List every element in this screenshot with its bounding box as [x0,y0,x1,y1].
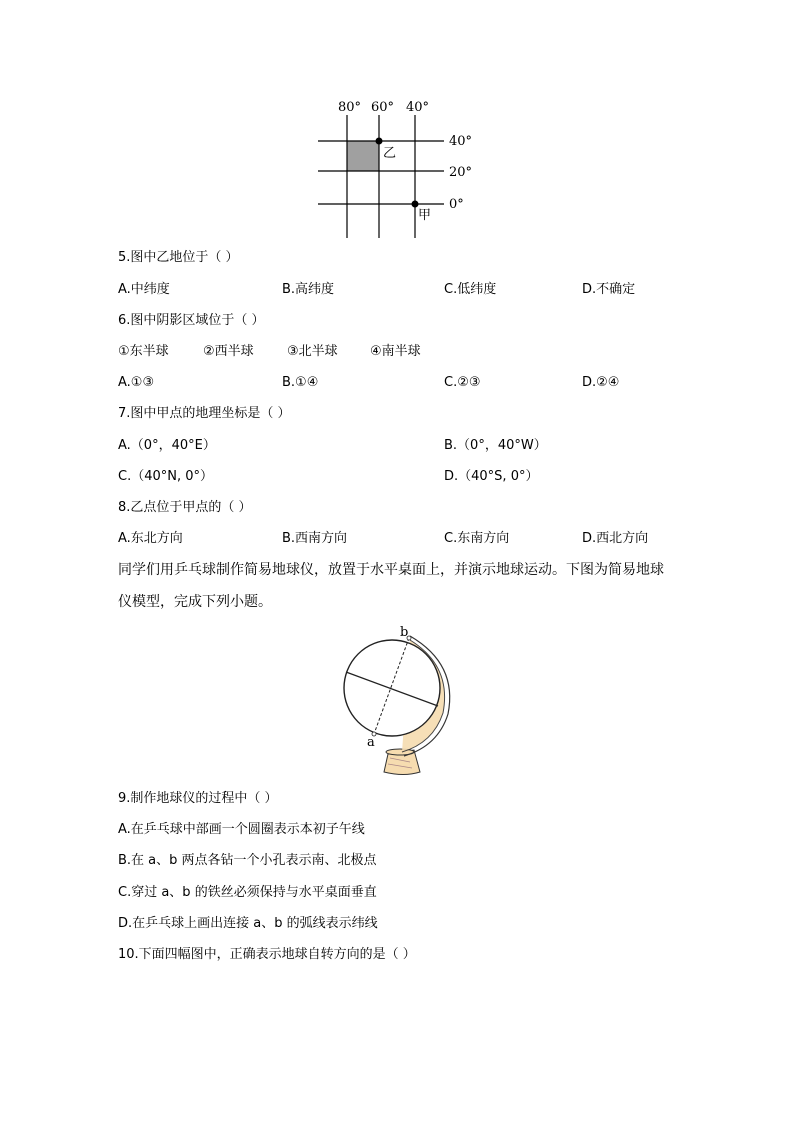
point-jia-dot [412,201,419,208]
q8-stem: 8.乙点位于甲点的（ ） [118,500,252,515]
q6-choice-4: ④南半球 [370,344,421,359]
globe-label-b: b [400,625,409,640]
q7-option-a[interactable]: A.（0°，40°E） [118,438,216,453]
q6-option-c[interactable]: C.②③ [444,375,481,390]
q10-stem: 10.下面四幅图中，正确表示地球自转方向的是（ ） [118,947,416,962]
q9-stem: 9.制作地球仪的过程中（ ） [118,791,278,806]
lon-label-40: 40° [406,100,430,115]
globe-sphere [344,640,440,736]
intro-line-2: 仪模型，完成下列小题。 [118,594,272,610]
lon-label-60: 60° [371,100,395,115]
q9-option-a[interactable]: A.在乒乓球中部画一个圆圈表示本初子午线 [118,822,365,837]
q5-option-b[interactable]: B.高纬度 [282,282,335,297]
intro-line-1: 同学们用乒乓球制作简易地球仪，放置于水平桌面上，并演示地球运动。下图为简易地球 [118,562,664,578]
lon-label-80: 80° [338,100,362,115]
q6-choice-3: ③北半球 [287,344,338,359]
shaded-region [347,141,379,171]
q6-option-a[interactable]: A.①③ [118,375,155,390]
q9-option-d[interactable]: D.在乒乓球上画出连接 a、b 的弧线表示纬线 [118,916,378,931]
q6-option-b[interactable]: B.①④ [282,375,319,390]
q5-option-c[interactable]: C.低纬度 [444,282,497,297]
q5-option-d[interactable]: D.不确定 [582,282,636,297]
point-yi-dot [376,138,383,145]
q6-stem: 6.图中阴影区域位于（ ） [118,313,265,328]
lat-label-20: 20° [449,165,473,180]
lat-lon-grid-figure [310,95,490,245]
q7-option-b[interactable]: B.（0°，40°W） [444,438,547,453]
point-yi-label: 乙 [383,146,397,161]
lat-label-0: 0° [449,197,464,212]
q5-stem: 5.图中乙地位于（ ） [118,250,239,265]
lat-label-40: 40° [449,134,473,149]
globe-figure [330,622,460,777]
globe-label-a: a [367,735,375,750]
q5-option-a[interactable]: A.中纬度 [118,282,170,297]
q6-choice-1: ①东半球 [118,344,169,359]
q9-option-c[interactable]: C.穿过 a、b 的铁丝必须保持与水平桌面垂直 [118,885,377,900]
q8-option-a[interactable]: A.东北方向 [118,531,183,546]
q7-option-d[interactable]: D.（40°S, 0°） [444,469,539,484]
q7-stem: 7.图中甲点的地理坐标是（ ） [118,406,291,421]
q6-choice-2: ②西半球 [203,344,254,359]
q7-option-c[interactable]: C.（40°N, 0°） [118,469,214,484]
q8-option-d[interactable]: D.西北方向 [582,531,649,546]
q8-option-c[interactable]: C.东南方向 [444,531,510,546]
point-jia-label: 甲 [418,208,432,223]
q8-option-b[interactable]: B.西南方向 [282,531,348,546]
q9-option-b[interactable]: B.在 a、b 两点各钻一个小孔表示南、北极点 [118,853,377,868]
q6-option-d[interactable]: D.②④ [582,375,620,390]
